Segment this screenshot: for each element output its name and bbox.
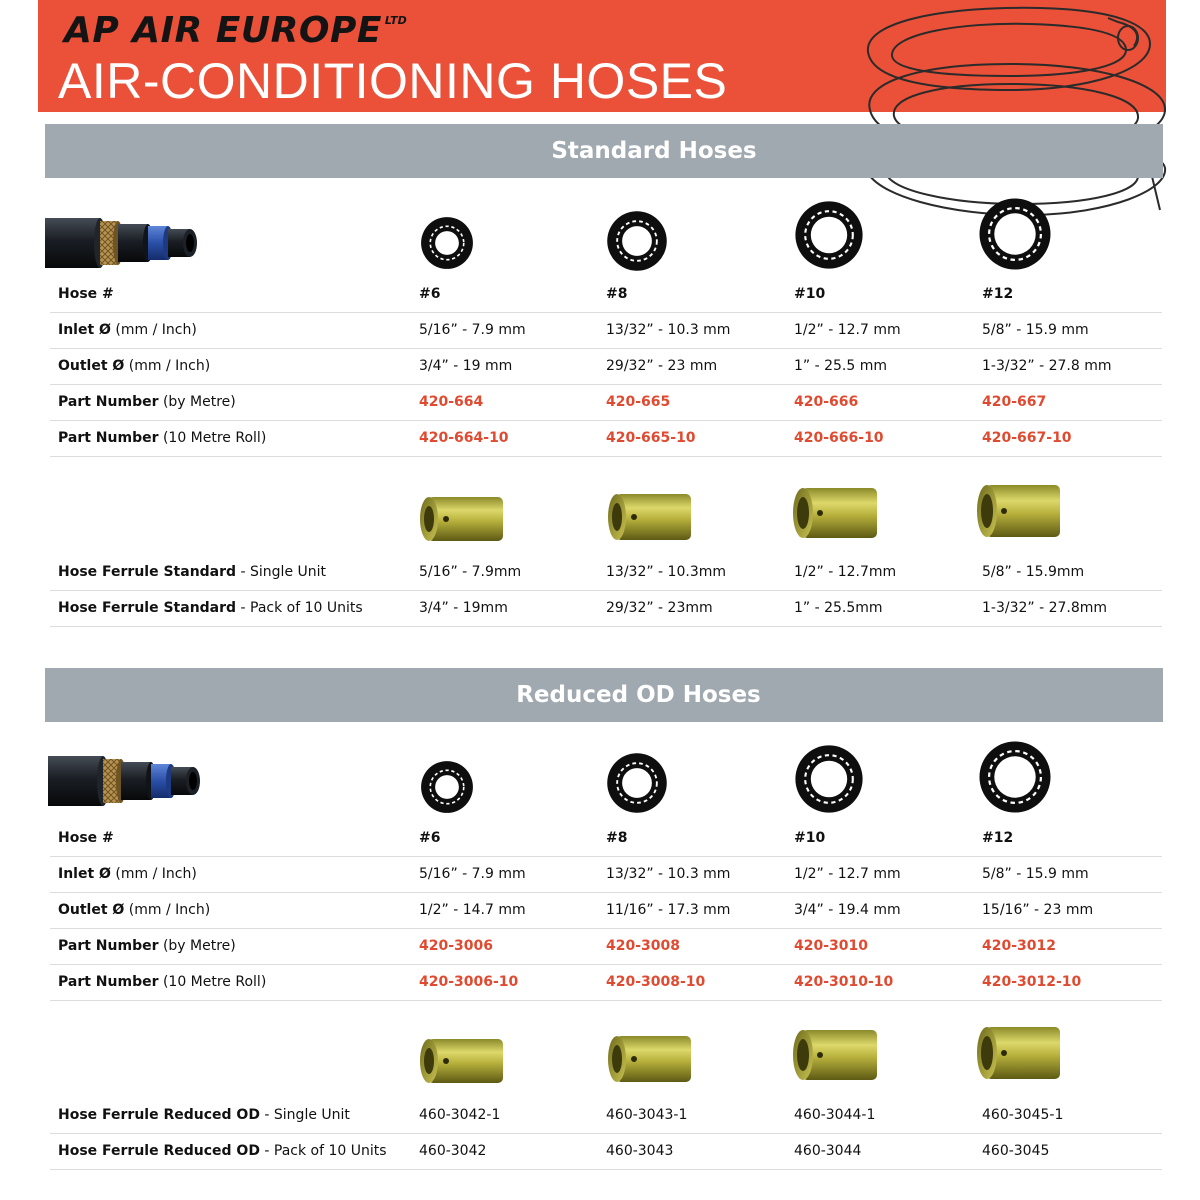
table-cell: 460-3042 — [419, 1143, 487, 1159]
ferrule-icon — [792, 1028, 882, 1082]
table-cell: 3/4” - 19 mm — [419, 358, 513, 374]
table-row-part-number-roll — [50, 965, 1162, 1001]
part-number: 420-666-10 — [794, 430, 884, 446]
table-row-outlet — [50, 893, 1162, 929]
ferrule-icon — [418, 1034, 508, 1088]
row-label: Part Number (by Metre) — [58, 938, 236, 954]
table-cell: 460-3043-1 — [606, 1107, 688, 1123]
table-row-ferrule-single — [50, 1098, 1162, 1134]
brand-logo — [64, 10, 407, 51]
table-cell: 1” - 25.5mm — [794, 600, 883, 616]
table-cell: 460-3042-1 — [419, 1107, 501, 1123]
table-cell: #12 — [982, 286, 1014, 302]
table-cell: 13/32” - 10.3 mm — [606, 866, 731, 882]
ferrule-icon — [976, 1026, 1066, 1080]
reduced-section-title: Reduced OD Hoses — [516, 682, 761, 708]
table-row-ferrule-pack — [50, 591, 1162, 627]
table-cell: 13/32” - 10.3mm — [606, 564, 726, 580]
table-row-inlet — [50, 313, 1162, 349]
table-cell: 5/16” - 7.9mm — [419, 564, 522, 580]
part-number: 420-667 — [982, 394, 1047, 410]
row-label: Hose # — [58, 830, 114, 846]
table-row-part-number-roll — [50, 421, 1162, 457]
table-cell: #10 — [794, 830, 826, 846]
hose-ring-icon — [420, 760, 474, 814]
table-cell: 460-3044-1 — [794, 1107, 876, 1123]
row-label: Hose Ferrule Standard - Single Unit — [58, 564, 327, 580]
table-row-part-number-metre — [50, 929, 1162, 965]
hose-cross-section-icon — [45, 212, 200, 274]
part-number: 420-664 — [419, 394, 484, 410]
row-label: Part Number (10 Metre Roll) — [58, 974, 267, 990]
table-cell: 1” - 25.5 mm — [794, 358, 888, 374]
part-number: 420-3010-10 — [794, 974, 894, 990]
table-cell: 1/2” - 12.7 mm — [794, 866, 901, 882]
table-row-ferrule-single — [50, 555, 1162, 591]
part-number: 420-3008-10 — [606, 974, 706, 990]
ferrule-icon — [976, 484, 1066, 538]
row-label: Hose Ferrule Reduced OD - Pack of 10 Units — [58, 1143, 387, 1159]
hose-ring-icon — [794, 744, 864, 814]
table-cell: #8 — [606, 830, 628, 846]
ferrule-icon — [606, 490, 696, 544]
hose-ring-icon — [606, 752, 668, 814]
table-cell: 29/32” - 23 mm — [606, 358, 718, 374]
part-number: 420-3012-10 — [982, 974, 1082, 990]
hose-cross-section-icon — [48, 750, 203, 812]
ferrule-icon — [792, 486, 882, 540]
hose-ring-icon — [794, 200, 864, 270]
table-row-inlet — [50, 857, 1162, 893]
table-cell: #6 — [419, 286, 441, 302]
ferrule-icon — [606, 1032, 696, 1086]
table-row-hose-number — [50, 821, 1162, 857]
table-cell: 1/2” - 14.7 mm — [419, 902, 526, 918]
part-number: 420-666 — [794, 394, 859, 410]
row-label: Part Number (by Metre) — [58, 394, 236, 410]
table-cell: 5/16” - 7.9 mm — [419, 322, 526, 338]
table-cell: 1/2” - 12.7mm — [794, 564, 897, 580]
table-cell: 5/8” - 15.9 mm — [982, 866, 1089, 882]
table-cell: #8 — [606, 286, 628, 302]
row-label: Outlet Ø (mm / Inch) — [58, 902, 211, 918]
table-cell: 11/16” - 17.3 mm — [606, 902, 731, 918]
part-number: 420-3008 — [606, 938, 680, 954]
table-cell: #6 — [419, 830, 441, 846]
hose-ring-icon — [606, 210, 668, 272]
table-row-hose-number — [50, 277, 1162, 313]
table-cell: 460-3044 — [794, 1143, 862, 1159]
table-cell: 5/16” - 7.9 mm — [419, 866, 526, 882]
table-cell: #12 — [982, 830, 1014, 846]
row-label: Outlet Ø (mm / Inch) — [58, 358, 211, 374]
row-label: Part Number (10 Metre Roll) — [58, 430, 267, 446]
table-cell: 5/8” - 15.9 mm — [982, 322, 1089, 338]
table-cell: 460-3045 — [982, 1143, 1050, 1159]
part-number: 420-665-10 — [606, 430, 696, 446]
table-cell: 3/4” - 19.4 mm — [794, 902, 901, 918]
table-cell: 1-3/32” - 27.8mm — [982, 600, 1108, 616]
brand-name: AP AIR EUROPE — [64, 10, 382, 51]
hose-coil-icon — [850, 0, 1170, 230]
table-cell: 460-3043 — [606, 1143, 674, 1159]
row-label: Hose Ferrule Reduced OD - Single Unit — [58, 1107, 350, 1123]
part-number: 420-3010 — [794, 938, 868, 954]
table-cell: 29/32” - 23mm — [606, 600, 713, 616]
hose-ring-icon — [978, 197, 1052, 271]
table-cell: 3/4” - 19mm — [419, 600, 508, 616]
table-cell: 15/16” - 23 mm — [982, 902, 1094, 918]
ferrule-icon — [418, 492, 508, 546]
page-title: AIR-CONDITIONING HOSES — [58, 53, 728, 109]
part-number: 420-667-10 — [982, 430, 1072, 446]
hose-ring-icon — [420, 216, 474, 270]
table-cell: 13/32” - 10.3 mm — [606, 322, 731, 338]
row-label: Inlet Ø (mm / Inch) — [58, 322, 197, 338]
table-cell: #10 — [794, 286, 826, 302]
row-label: Hose # — [58, 286, 114, 302]
table-row-part-number-metre — [50, 385, 1162, 421]
part-number: 420-3012 — [982, 938, 1056, 954]
table-cell: 5/8” - 15.9mm — [982, 564, 1085, 580]
table-cell: 460-3045-1 — [982, 1107, 1064, 1123]
row-label: Inlet Ø (mm / Inch) — [58, 866, 197, 882]
standard-section-title: Standard Hoses — [551, 138, 757, 164]
part-number: 420-3006 — [419, 938, 493, 954]
part-number: 420-664-10 — [419, 430, 509, 446]
row-label: Hose Ferrule Standard - Pack of 10 Units — [58, 600, 363, 616]
hose-ring-icon — [978, 740, 1052, 814]
table-cell: 1/2” - 12.7 mm — [794, 322, 901, 338]
part-number: 420-665 — [606, 394, 671, 410]
table-row-outlet — [50, 349, 1162, 385]
part-number: 420-3006-10 — [419, 974, 519, 990]
table-row-ferrule-pack — [50, 1134, 1162, 1170]
brand-suffix: LTD — [384, 14, 407, 27]
table-cell: 1-3/32” - 27.8 mm — [982, 358, 1112, 374]
